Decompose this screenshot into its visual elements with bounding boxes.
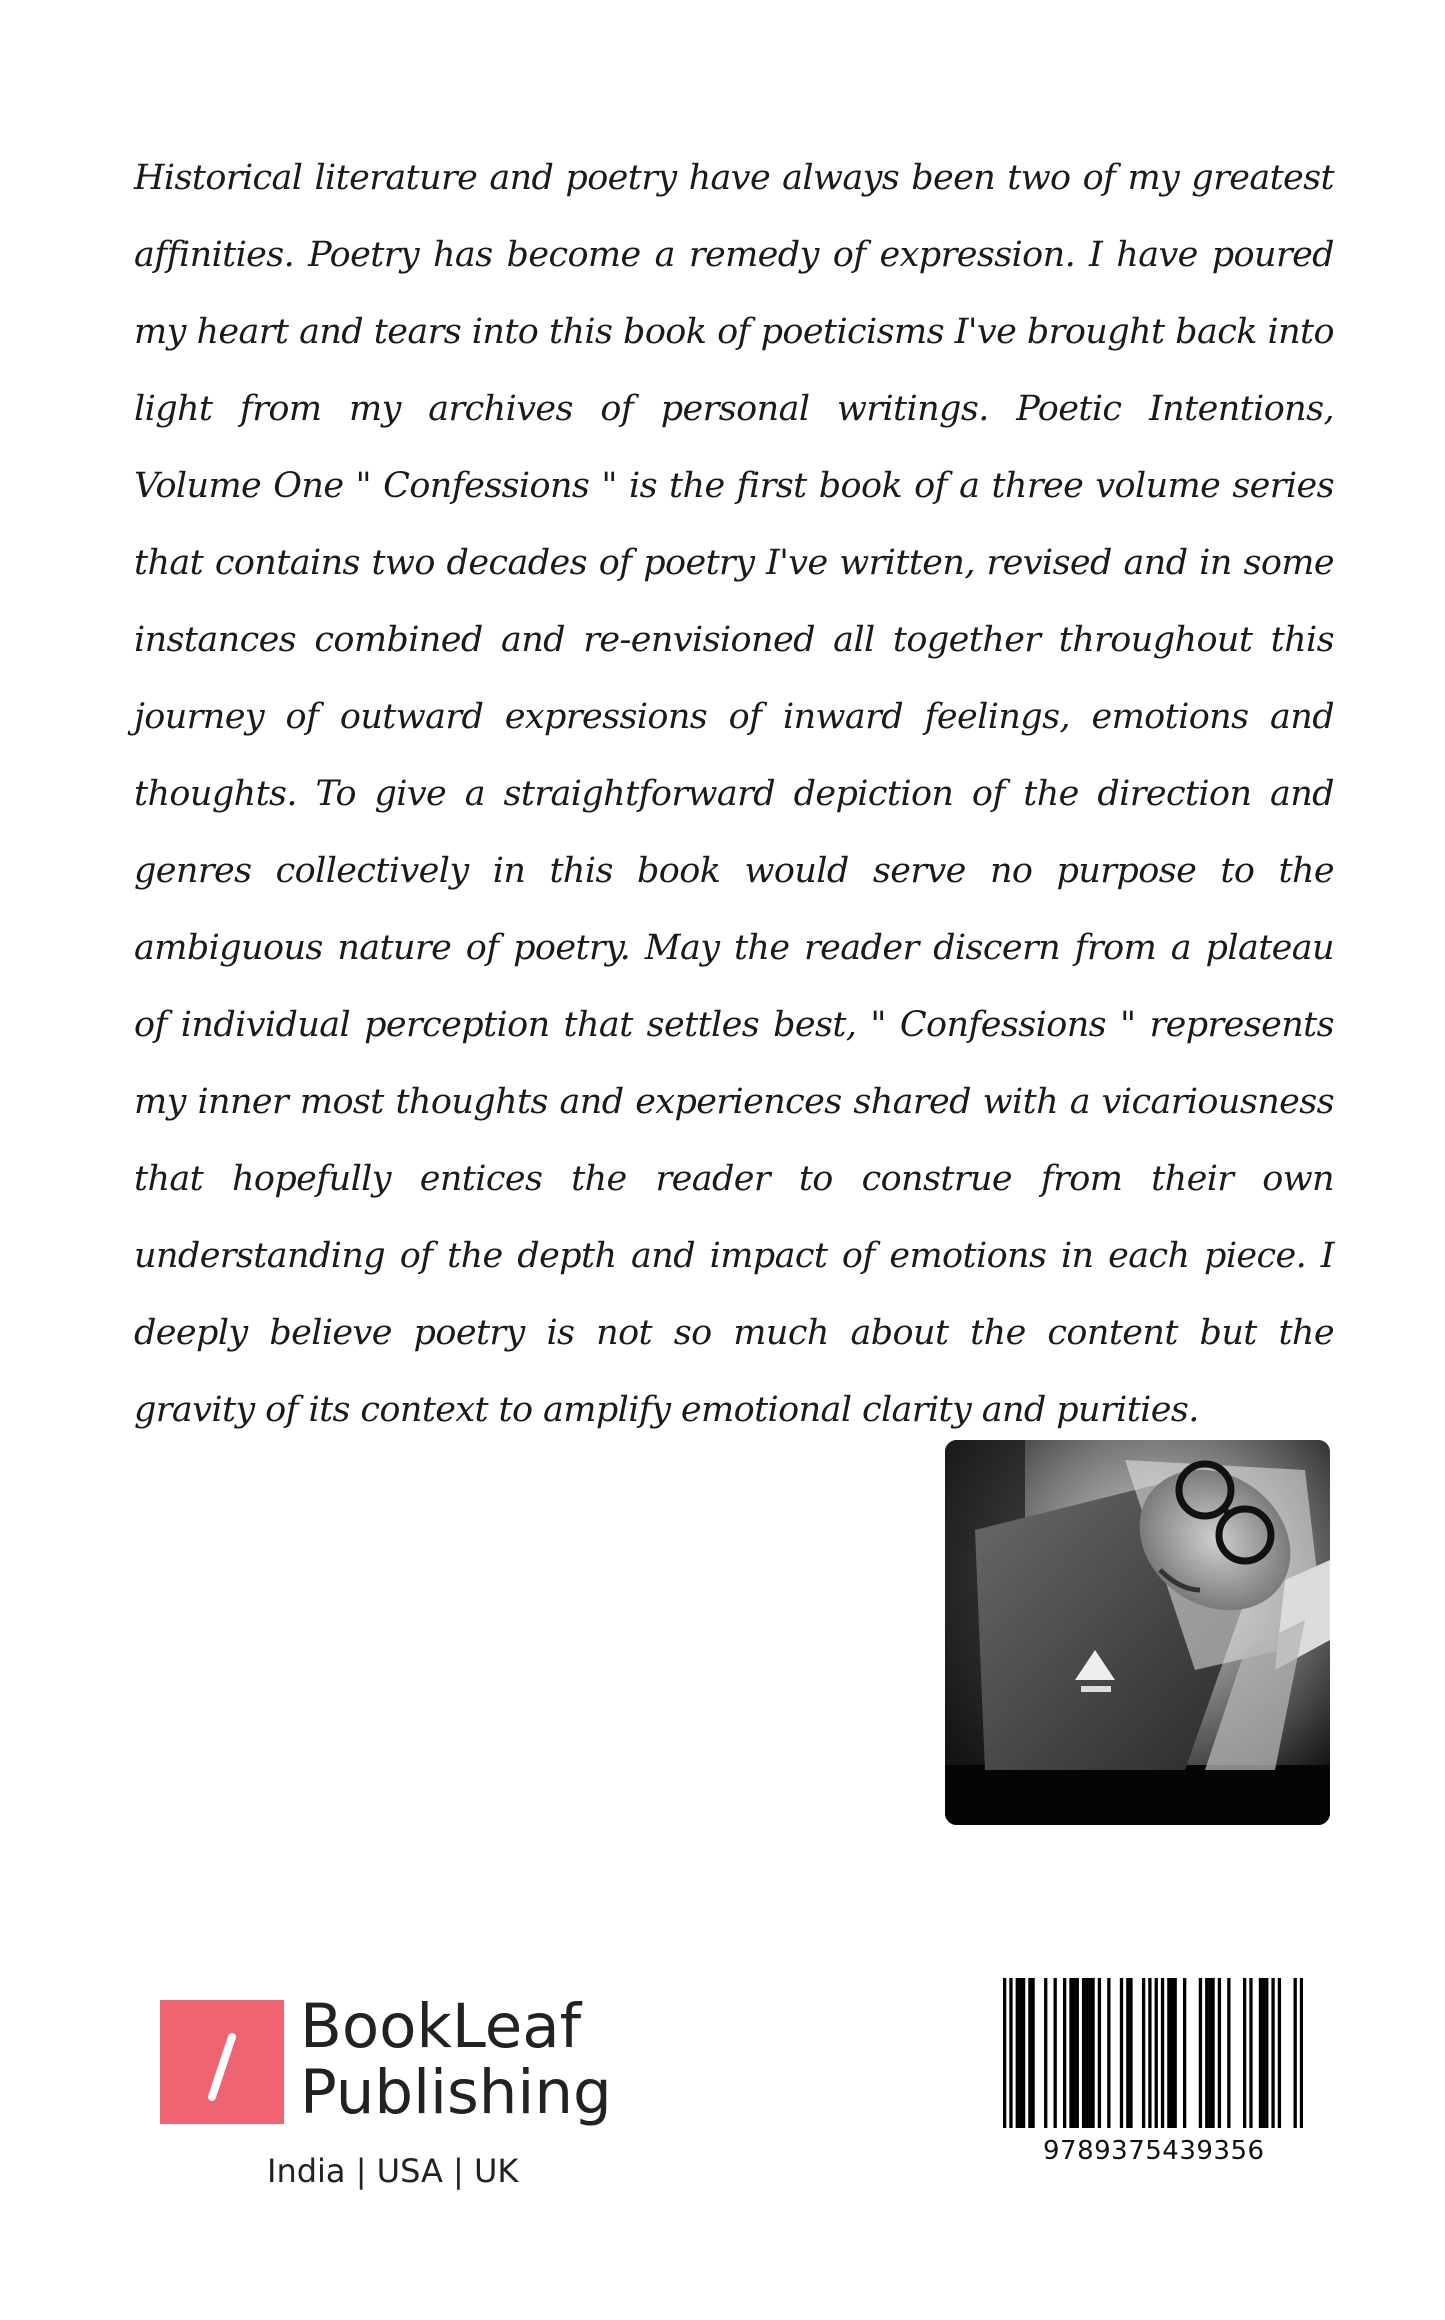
- publisher-name-line2: Publishing: [300, 2057, 612, 2128]
- publisher-logo: [160, 1991, 620, 2200]
- barcode-bar: [1129, 1978, 1132, 2128]
- barcode-bar: [1126, 1978, 1129, 2128]
- barcode-bar: [1208, 1978, 1211, 2128]
- barcode-bar: [1170, 1978, 1173, 2128]
- barcode-bar: [1088, 1978, 1091, 2128]
- barcode-bar: [1142, 1978, 1145, 2128]
- barcode-bar: [1107, 1978, 1110, 2128]
- barcode-bar: [1076, 1978, 1079, 2128]
- barcode-bar: [1072, 1978, 1075, 2128]
- barcode-bar: [1278, 1978, 1281, 2128]
- barcode-bar: [1028, 1978, 1031, 2128]
- barcode-bar: [1211, 1978, 1214, 2128]
- publisher-mark-icon: [160, 2000, 284, 2124]
- barcode-bar: [1218, 1978, 1221, 2128]
- barcode-bar: [1085, 1978, 1088, 2128]
- barcode-bar: [1148, 1978, 1151, 2128]
- barcode-bar: [1167, 1978, 1170, 2128]
- barcode-bar: [1259, 1978, 1262, 2128]
- publisher-name-line1: BookLeaf: [300, 1991, 582, 2062]
- barcode-bar: [1271, 1978, 1274, 2128]
- author-photo: [945, 1440, 1330, 1825]
- barcode-bar: [1155, 1978, 1158, 2128]
- barcode-bar: [1300, 1978, 1303, 2128]
- barcode-bar: [1183, 1978, 1186, 2128]
- barcode-bar: [1044, 1978, 1047, 2128]
- barcode-bar: [1262, 1978, 1265, 2128]
- barcode-bar: [1161, 1978, 1164, 2128]
- barcode-icon: [1003, 1978, 1303, 2128]
- back-cover-blurb: Historical literature and poetry have always been two of my greatest affinities. Poetry has become a remedy of expression. I have poured my heart and tears into this book of poeticisms I've brought back into light from my archives of personal writings. Poetic Intentions, Volume One " Confessions " is the first book of a three volume series that contains two decades of poetry I've written, revised and in some instances combined and re-envisioned all together throughout this journey of outward expressions of inward feelings, emotions and thoughts. To give a straightforward depiction of the direction and genres collectively in this book would serve no purpose to the ambiguous nature of poetry. May the reader discern from a plateau of individual perception that settles best, " Confessions " represents my inner most thoughts and experiences shared with a vicariousness that hopefully entices the reader to construe from their own understanding of the depth and impact of emotions in each piece. I deeply believe poetry is not so much about the content but the gravity of its context to amplify emotional clarity and purities.: [134, 158, 1334, 1430]
- barcode-bar: [1009, 1978, 1012, 2128]
- isbn-barcode: [1003, 1978, 1303, 2178]
- barcode-bar: [1063, 1978, 1066, 2128]
- barcode-bar: [1205, 1978, 1208, 2128]
- barcode-bar: [1294, 1978, 1297, 2128]
- barcode-bar: [1069, 1978, 1072, 2128]
- isbn-number: 9789375439356: [1043, 2136, 1265, 2166]
- barcode-bar: [1016, 1978, 1019, 2128]
- barcode-bar: [1199, 1978, 1202, 2128]
- barcode-bar: [1249, 1978, 1252, 2128]
- barcode-bar: [1054, 1978, 1057, 2128]
- barcode-bar: [1120, 1978, 1123, 2128]
- barcode-bar: [1003, 1978, 1006, 2128]
- barcode-bar: [1098, 1978, 1101, 2128]
- publisher-regions: India | USA | UK: [267, 2152, 519, 2190]
- barcode-bar: [1091, 1978, 1094, 2128]
- barcode-bar: [1031, 1978, 1034, 2128]
- barcode-bar: [1019, 1978, 1022, 2128]
- publisher-name: [300, 1991, 612, 2128]
- barcode-bar: [1227, 1978, 1230, 2128]
- barcode-bar: [1022, 1978, 1025, 2128]
- barcode-bar: [1265, 1978, 1268, 2128]
- barcode-bar: [1243, 1978, 1246, 2128]
- barcode-bar: [1174, 1978, 1177, 2128]
- barcode-bar: [1082, 1978, 1085, 2128]
